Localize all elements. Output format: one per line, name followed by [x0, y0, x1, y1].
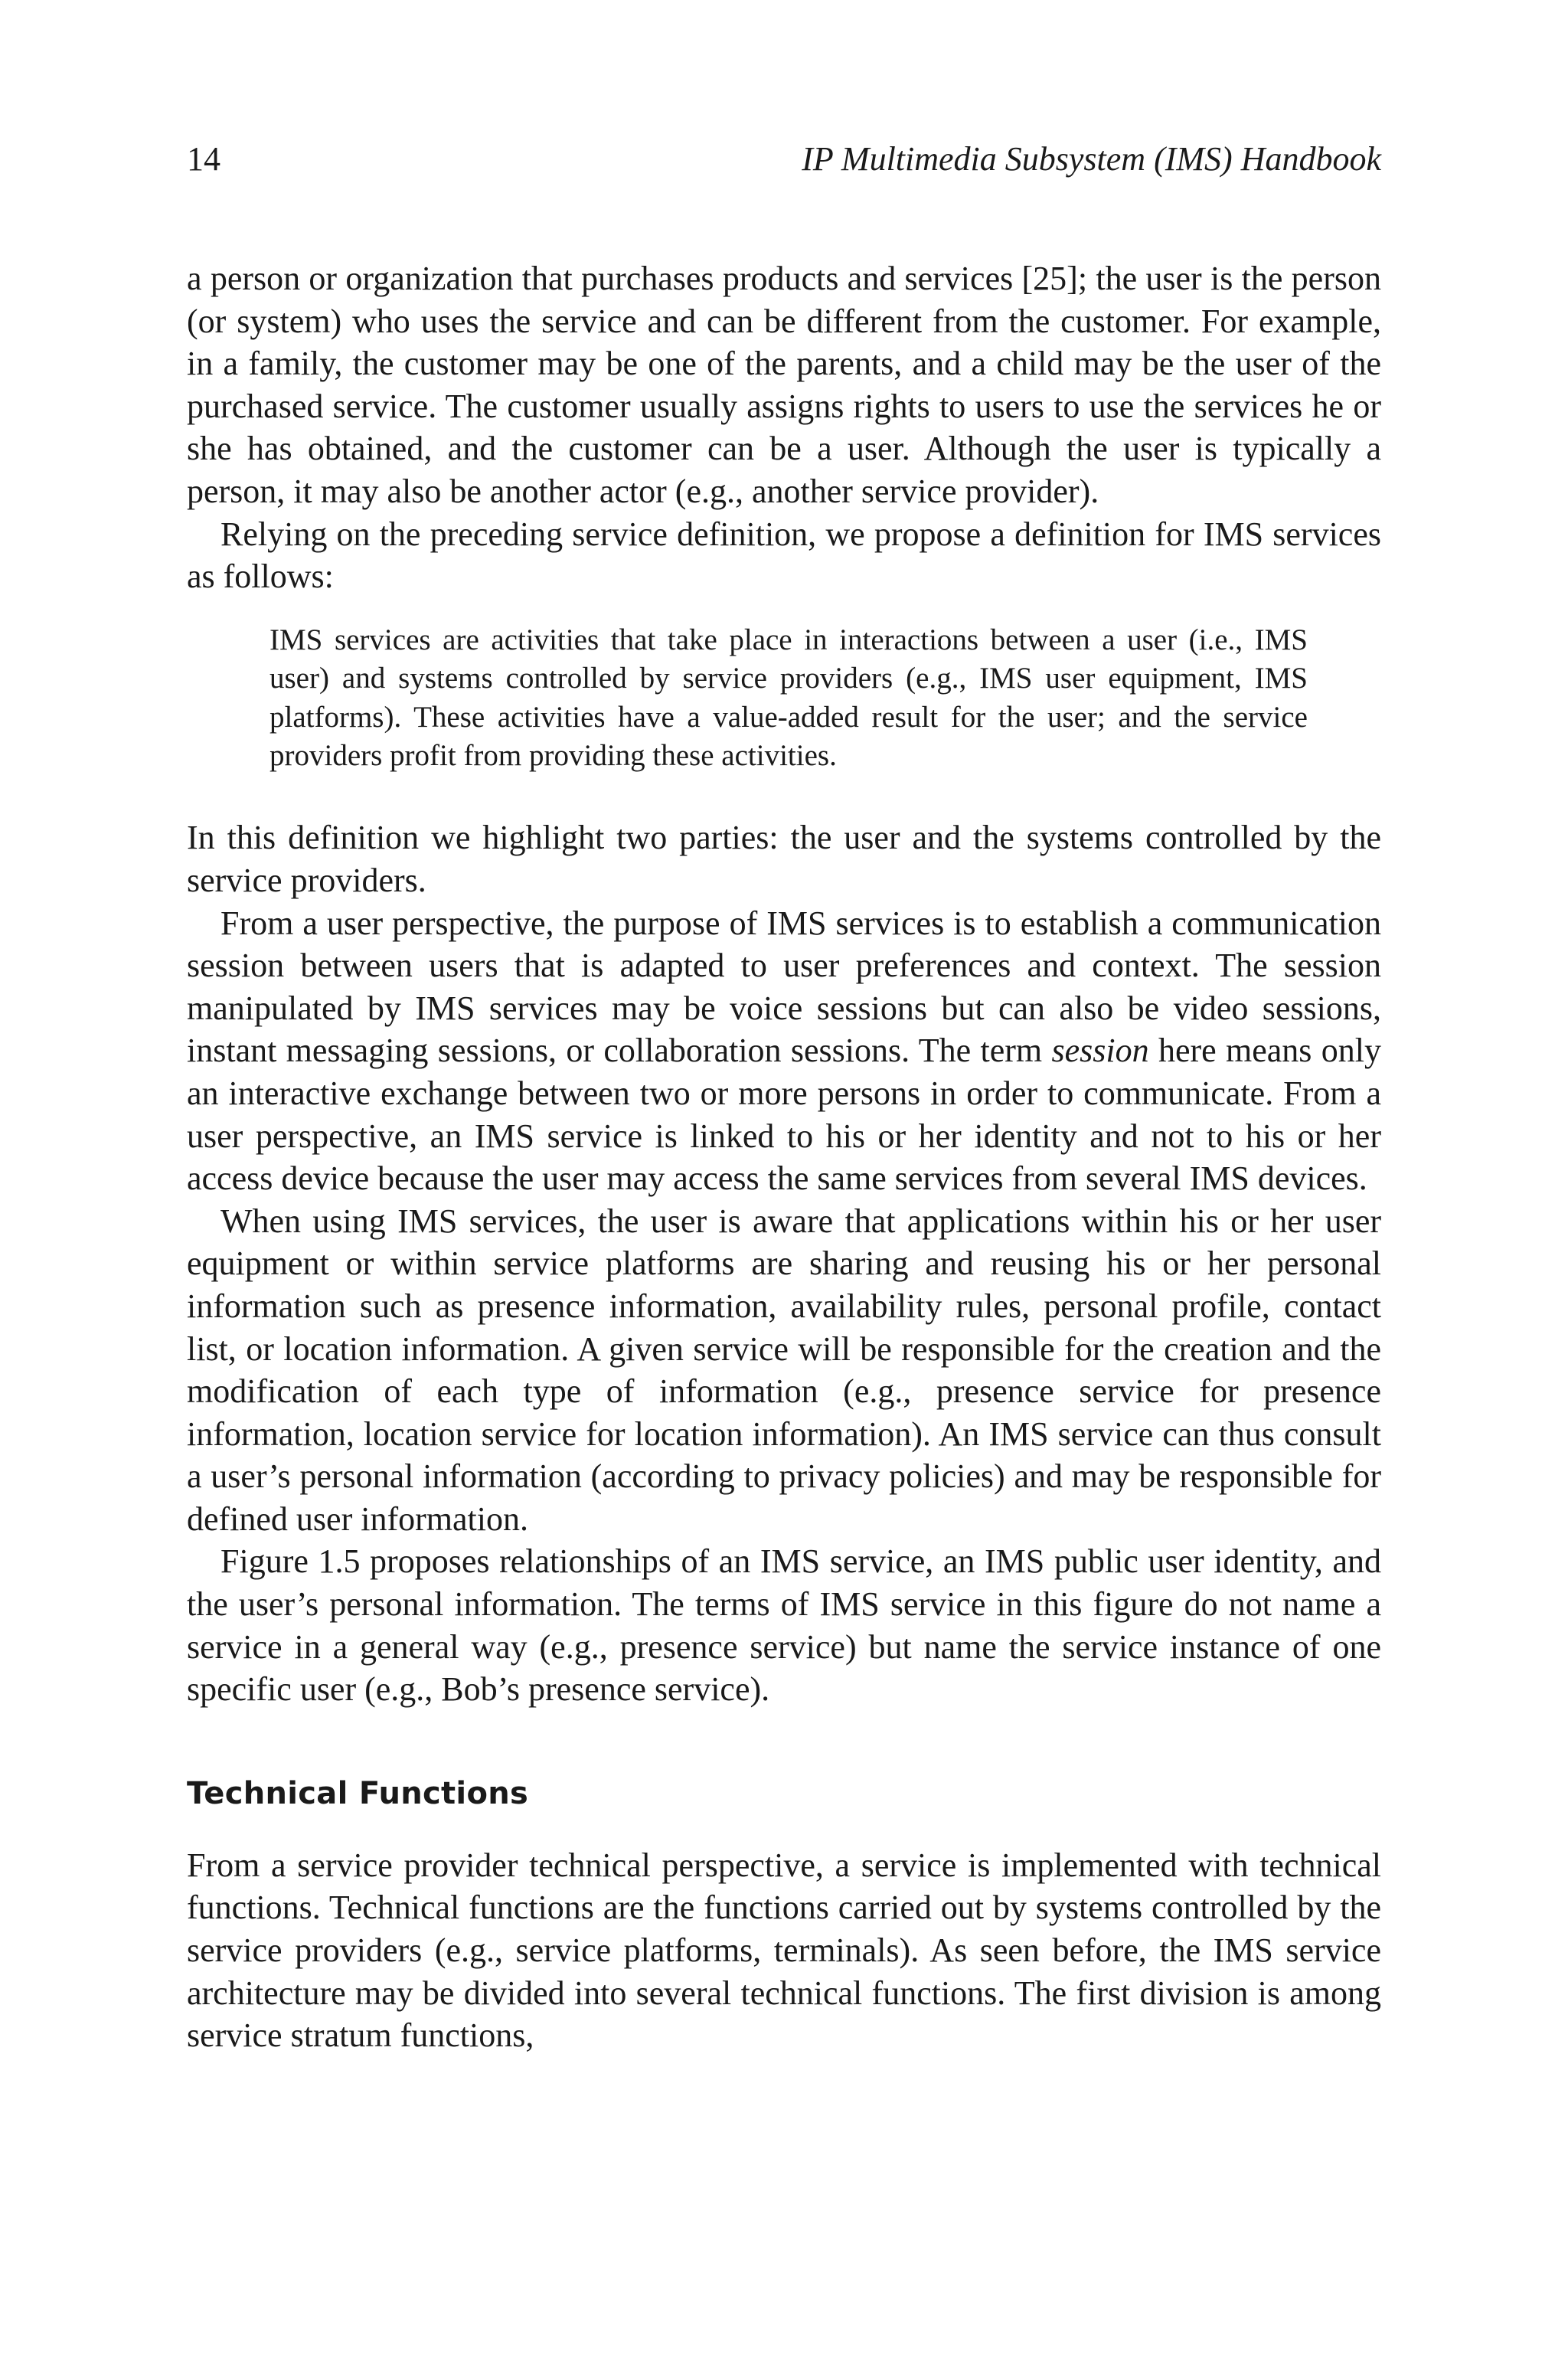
body-paragraph-3: In this definition we highlight two parties: the user and the systems controlled by the service providers.	[187, 819, 1381, 899]
section-heading: Technical Functions	[187, 1775, 529, 1811]
body-paragraph-2: Relying on the preceding service definition, we propose a definition for IMS services as follows:	[187, 515, 1381, 596]
running-head	[187, 138, 1381, 181]
page-number: 14	[187, 140, 220, 178]
session-term: session	[1051, 1032, 1149, 1070]
body-paragraph-4	[187, 902, 1381, 1200]
paragraph-4-text-b: here means only an interactive exchange between two or more persons in order to communicate. From a user perspective, an IMS service is linked to his or her identity and not to his or her access device because the user may access the same services from several IMS devices.	[187, 1032, 1382, 1198]
body-paragraph-7: From a service provider technical perspective, a service is implemented with technical functions. Technical functions are the functions carried out by systems controlled by the service providers (e.g., service platforms, terminals). As seen before, the IMS service architecture may be divided into several technical functions. The first division is among service stratum functions,	[187, 1846, 1381, 2055]
body-paragraph-1: a person or organization that purchases products and services [25]; the user is the person (or system) who uses the service and can be different from the customer. For example, in a family, the customer may be one of the parents, and a child may be the user of the purchased service. The customer usually assigns rights to users to use the services he or she has obtained, and the customer can be a user. Although the user is typically a person, it may also be another actor (e.g., another service provider).	[187, 260, 1381, 510]
definition-blockquote	[270, 621, 1308, 776]
document-page	[187, 138, 1381, 2057]
body-paragraph-5: When using IMS services, the user is aware that applications within his or her user equipment or within service platforms are sharing and reusing his or her personal information such as presence information, availability rules, personal profile, contact list, or location information. A given service will be responsible for the creation and the modification of each type of information (e.g., presence service for presence information, location service for location information). An IMS service can thus consult a user’s personal information (according to privacy policies) and may be responsible for defined user information.	[187, 1202, 1381, 1538]
book-title: IP Multimedia Subsystem (IMS) Handbook	[802, 140, 1381, 178]
definition-text: IMS services are activities that take place in interactions between a user (i.e., IMS user) and systems controlled by service providers (e.g., IMS user equipment, IMS platforms). These activities have a value-added result for the user; and the service providers profit from providing these activities.	[270, 623, 1308, 772]
body-paragraph-6: Figure 1.5 proposes relationships of an IMS service, an IMS public user identity, and the user’s personal information. The terms of IMS service in this figure do not name a service in a general way (e.g., presence service) but name the service instance of one specific user (e.g., Bob’s presence service).	[187, 1542, 1381, 1709]
paragraph-4-text-a: From a user perspective, the purpose of IMS services is to establish a communication session between users that is adapted to user preferences and context. The session manipulated by IMS services may be voice sessions but can also be video sessions, instant messaging sessions, or collaboration sessions. The term	[187, 904, 1381, 1070]
